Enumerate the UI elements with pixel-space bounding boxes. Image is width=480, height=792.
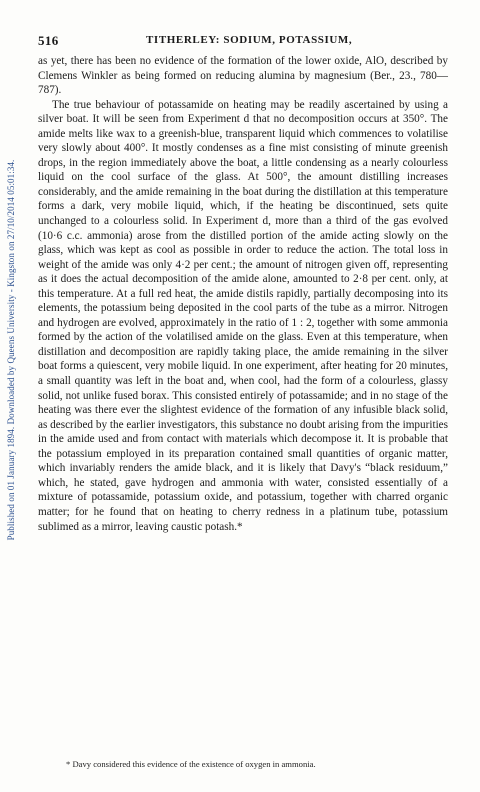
paragraph-continued: as yet, there has been no evidence of the formation of the lower oxide, AlO, described by Clemens Winkler as being formed on reducing alumina by magnesium (Ber., 23., 780—787). [38,55,448,97]
article-body [38,54,448,534]
page-header [38,33,448,49]
download-watermark [4,40,18,660]
footnote: * Davy considered this evidence of the existence of oxygen in ammonia. [66,759,316,769]
running-head: TITHERLEY: SODIUM, POTASSIUM, [146,34,353,46]
paragraph-potassamide-heating: The true behaviour of potassamide on heating may be readily ascertained by using a silver boat. It will be seen from Experiment d that no decomposition occurs at 350°. The amide melts like wax to a greenish-blue, transparent liquid which commences to volatilise very slowly about 400°. It mostly condenses as a fine mist consisting of minute greenish drops, in the region immediately above the boat, a little condensing as a nearly colourless liquid on the cool surface of the glass. At 500°, the amount distilling increases considerably, and the amide remaining in the boat during the distillation at this temperature forms a dark, very mobile liquid, which, if the heating be discontinued, sets quite unchanged to a colourless solid. In Experiment d, more than a third of the gas evolved (10·6 c.c. ammonia) arose from the distilled portion of the amide acting slowly on the glass, which was kept as cool as possible in order to reduce the action. The total loss in weight of the amide was only 4·2 per cent.; the amount of nitrogen given off, representing as it does the actual decomposition of the amide alone, amounted to 2·8 per cent. only, at this temperature. At a full red heat, the amide distils rapidly, partially decomposing into its elements, the potassium being deposited in the cool parts of the tube as a mirror. Nitrogen and hydrogen are evolved, approximately in the ratio of 1 : 2, together with some ammonia formed by the action of the volatilised amide on the glass. Even at this temperature, when distillation and decomposition are rapidly taking place, the amide remaining in the silver boat forms a quiescent, very mobile liquid. In one experiment, after heating for 20 minutes, a small quantity was left in the boat and, when cool, had the form of a colourless, glassy solid, not unlike fused borax. This consisted entirely of potassamide; and in no stage of the heating was there ever the slightest evidence of the formation of any infusible black solid, as described by the earlier investigators, this substance no doubt arising from the impurities in the amide used and from contact with materials which decompose it. It is probable that the potassium employed in its preparation contained small quantities of organic matter, which invariably renders the amide black, and it is likely that Davy's “black residuum,” which, he stated, gave hydrogen and ammonia with water, consisted essentially of a mixture of potassamide, potassium oxide, and potassium, together with charred organic matter; for he found that on heating to cherry redness in a platinum tube, potassium sublimed as a mirror, leaving caustic potash.* [38,98,448,533]
page-number: 516 [38,33,59,48]
download-watermark-text: Published on 01 January 1894. Downloaded by Queens University - Kingston on 27/10/2014 05:01:34. [6,159,16,541]
